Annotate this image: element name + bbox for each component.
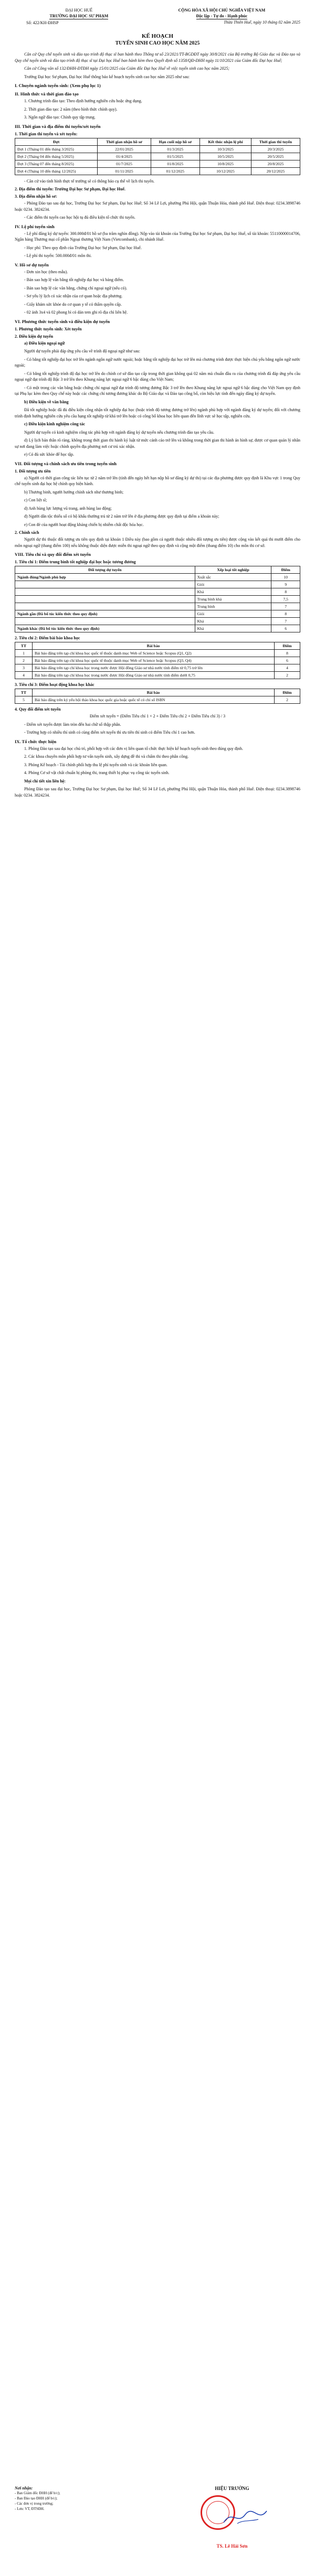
section-item: Người dự thi thuộc đối tượng ưu tiên quy định tại khoản 1 Điều này (bao gồm cả người thuộc nhiều đối tượng ưu tiên) được cộng vào kết quả thi mười điểm cho môn ngoại ngữ (thang điểm 100) nếu không thuộc diện được miễn thi ngoại ngữ theo quy định và cộng một điểm (thang điểm 10) cho môn thi cơ sở. [15, 537, 300, 548]
table-header: Xếp loại tốt nghiệp [195, 566, 271, 574]
country-name: CỘNG HÒA XÃ HỘI CHỦ NGHĨA VIỆT NAM [178, 8, 266, 13]
article-score-table [15, 642, 300, 679]
subsection-heading: 1. Đối tượng ưu tiên [15, 468, 51, 474]
table-row [15, 574, 300, 581]
table-cell: 9 [271, 581, 300, 588]
table-header: Bài báo [33, 642, 275, 650]
table-cell: 10/8/2025 [200, 160, 251, 167]
table-row [15, 588, 300, 596]
section-item: e) Có đủ sức khỏe để học tập. [24, 452, 74, 457]
intro-paragraph: Căn cứ Công văn số 132/ĐHH-ĐTĐH ngày 15/01/2025 của Giám đốc Đại học Huế về việc tuyển sinh cao học năm 2025; [24, 66, 230, 71]
table-cell: 01/8/2025 [151, 160, 200, 167]
subsection-heading: 2. Điều kiện dự tuyển [15, 334, 54, 339]
section-item: - 02 ảnh 3x4 và 02 phong bì có dán tem ghi rõ địa chỉ liên hệ. [24, 310, 128, 315]
table-cell: 20/5/2025 [251, 153, 300, 160]
table-row [15, 145, 300, 153]
section-note: - Căn cứ vào tình hình thực tế trường sẽ có thông báo cụ thể về lịch thi tuyển. [24, 178, 155, 184]
section-item: Người dự tuyển có kinh nghiệm công tác phù hợp với ngành đăng ký dự tuyển nếu chương trình đào tạo yêu cầu. [24, 430, 214, 435]
table-cell: Ngành đúng/Ngành phù hợp [15, 574, 195, 581]
table-cell: 20/12/2025 [251, 167, 300, 175]
section-item: d) Lý lịch bản thân rõ ràng, không trong thời gian thi hành kỷ luật từ mức cảnh cáo trở lên và không trong thời gian thi hành án hình sự, được cơ quan quản lý nhân sự nơi đang làm việc hoặc chính quyền địa phương nơi cư trú xác nhận. [15, 438, 300, 449]
contact-heading: Mọi chi tiết xin liên hệ: [24, 778, 66, 783]
table-header: Thời gian thi tuyển [251, 138, 300, 145]
subsection-heading: 3. Địa điểm nhận hồ sơ: [15, 194, 57, 199]
subsection-heading: 1. Phương thức tuyển sinh: Xét tuyển [15, 326, 82, 331]
table-header: Điểm [275, 642, 300, 650]
signer-block [180, 2486, 285, 2570]
table-cell: 01/12/2025 [151, 167, 200, 175]
table-header: Đối tượng dự tuyển [15, 566, 195, 574]
section-item: - Phòng Đào tạo sau đại học, Trường Đại học Sư phạm, Đại học Huế; Số 34 Lê Lợi, phường Phú Hội, quận Thuận Hóa, thành phố Huế. Điện thoại: 0234.3898746 hoặc 0234. 3824234. [15, 201, 300, 212]
table-cell: Trung bình khá [195, 596, 271, 603]
recipient-item: - Ban Giám đốc ĐHH (để b/c); [15, 2491, 60, 2495]
table-cell: 01/4/2025 [98, 153, 151, 160]
table-cell: 10/5/2025 [200, 153, 251, 160]
table-cell: Bài báo đăng trên tạp chí khoa học trong nước được Hội đồng Giáo sư nhà nước tính điểm dưới 0,75 [33, 672, 275, 679]
intro-paragraph: Trường Đại học Sư phạm, Đại học Huế thông báo kế hoạch tuyển sinh cao học năm 2025 như sau: [24, 74, 190, 79]
table-cell: 1 [15, 650, 33, 657]
table-cell: Trung bình [195, 603, 271, 610]
table-cell: 10/3/2025 [200, 145, 251, 153]
table-header: TT [15, 689, 33, 696]
table-cell: Đợt 4 (Tháng 10 đến tháng 12/2025) [15, 167, 98, 175]
document-title: KẾ HOẠCH [141, 33, 174, 39]
table-cell: Khá [195, 625, 271, 632]
table-cell: 5 [15, 696, 33, 704]
section-heading: VI. Phương thức tuyển sinh và điều kiện dự tuyển [15, 318, 110, 324]
section-item: 3. Phòng Kế hoạch - Tài chính phối hợp thu lệ phí tuyển sinh và các khoản liên quan. [24, 762, 167, 767]
table-row [15, 664, 300, 672]
table-cell: 7 [271, 603, 300, 610]
table-cell: 20/3/2025 [251, 145, 300, 153]
intro [15, 51, 300, 80]
section-heading: V. Hồ sơ dự tuyển [15, 262, 49, 267]
graduation-score-table [15, 566, 300, 632]
table-cell: 4 [275, 664, 300, 672]
motto: Độc lập - Tự do - Hạnh phúc [196, 14, 248, 18]
subsection-heading: 2. Địa điểm thi tuyển: Trường Đại học Sư phạm, Đại học Huế. [15, 187, 125, 191]
table-cell: 2 [275, 672, 300, 679]
table-row [15, 167, 300, 175]
section-item: Đã tốt nghiệp hoặc đã đủ điều kiện công nhận tốt nghiệp đại học (hoặc trình độ tương đương trở lên) ngành phù hợp với ngành đăng ký dự tuyển; đối với chương trình định hướng nghiên cứu yêu cầu hạng tốt nghiệp từ khá trở lên hoặc có công bố khoa học liên quan đến lĩnh vực sẽ học tập, nghiên cứu. [15, 407, 300, 418]
table-cell: 8 [271, 610, 300, 618]
table-cell: Đợt 3 (Tháng 07 đến tháng 8/2025) [15, 160, 98, 167]
table-header: Đợt [15, 138, 98, 145]
table-cell: Ngành gần (Đã bổ túc kiến thức theo quy định) [15, 610, 195, 618]
table-cell: 20/8/2025 [251, 160, 300, 167]
table-cell: 01/11/2025 [98, 167, 151, 175]
ministry-name: ĐẠI HỌC HUẾ [65, 8, 93, 13]
table-cell: Bài báo đăng trên tạp chí khoa học trong nước được Hội đồng Giáo sư nhà nước tính điểm từ 0,75 trở lên [33, 664, 275, 672]
table-cell [15, 603, 195, 610]
table-cell: 3 [15, 664, 33, 672]
table-cell: 6 [275, 657, 300, 664]
table-header: TT [15, 642, 33, 650]
recipients [15, 2486, 130, 2511]
section-item: - Bản sao hợp lệ văn bằng tốt nghiệp đại học và bảng điểm. [24, 277, 124, 282]
section-item: c) Điều kiện kinh nghiệm công tác [24, 422, 86, 426]
section-item: c) Con liệt sĩ; [24, 498, 47, 502]
table-cell: Xuất sắc [195, 574, 271, 581]
recipients-heading: Nơi nhận: [15, 2486, 33, 2491]
section-heading: VIII. Tiêu chí và quy đổi điểm xét tuyển [15, 552, 91, 557]
table-cell: 01/3/2025 [151, 145, 200, 153]
table-cell [15, 618, 195, 625]
table-cell: 2 [275, 696, 300, 704]
section-item: - Sơ yếu lý lịch có xác nhận của cơ quan hoặc địa phương. [24, 294, 123, 298]
table-cell: Bài báo đăng trên kỷ yếu hội thảo khoa học quốc gia hoặc quốc tế có chỉ số ISBN [33, 696, 275, 704]
section-heading: II. Hình thức và thời gian đào tạo [15, 91, 79, 96]
subsection-heading: 4. Quy đổi điểm xét tuyển [15, 707, 61, 712]
table-cell: Giỏi [195, 610, 271, 618]
section-item: - Lệ phí đăng ký dự tuyển: 300.000đ/01 hồ sơ (ba trăm nghìn đồng). Nộp vào tài khoản của Trường Đại học Sư phạm, Đại học Huế, số tài khoản: 55110000014706, Ngân hàng Thương mại cổ phần Ngoại thương Việt Nam (Vietcombank), chi nhánh Huế. [15, 231, 300, 242]
intro-paragraph: Căn cứ Quy chế tuyển sinh và đào tạo trình độ thạc sĩ ban hành theo Thông tư số 23/2021/TT-BGDĐT ngày 30/8/2021 của Bộ trưởng Bộ Giáo dục và Đào tạo và Quy chế tuyển sinh và đào tạo trình độ thạc sĩ tại Đại học Huế ban hành kèm theo Quyết định số 1358/QĐ-ĐHH ngày 11/10/2021 của Giám đốc Đại học Huế; [15, 52, 300, 63]
section-item: e) Con đẻ của người hoạt động kháng chiến bị nhiễm chất độc hóa học. [24, 522, 144, 527]
table-header: Điểm [271, 566, 300, 574]
table-cell: 2 [15, 657, 33, 664]
table-cell: Khá [195, 588, 271, 596]
table-cell: Giỏi [195, 581, 271, 588]
section-heading: IX. Tổ chức thực hiện [15, 738, 57, 744]
table-cell: 10 [271, 574, 300, 581]
table-cell: 8 [275, 650, 300, 657]
section-heading: IV. Lệ phí tuyển sinh [15, 223, 55, 229]
table-cell: 01/5/2025 [151, 153, 200, 160]
subsection-heading: 1. Tiêu chí 1: Điểm trung bình tốt nghiệp đại học hoặc tương đương [15, 560, 136, 564]
signature-block [15, 2486, 300, 2570]
section-item: b) Thương binh, người hưởng chính sách như thương binh; [24, 489, 124, 495]
signature-icon [222, 2507, 269, 2528]
table-cell: 7 [271, 618, 300, 625]
section-item: - Có bằng tốt nghiệp trình độ đại học trở lên do chính cơ sở đào tạo cấp trong thời gian không quá 02 năm mà chuẩn đầu ra của chương trình đã đáp ứng yêu cầu ngoại ngữ đạt trình độ Bậc 3 trở lên theo Khung năng lực ngoại ngữ 6 bậc dùng cho Việt Nam; [15, 371, 300, 382]
issuer-block [15, 7, 143, 19]
table-row [15, 153, 300, 160]
section-item: 4. Phòng Cơ sở vật chất chuẩn bị phòng thi, trang thiết bị phục vụ công tác tuyển sinh. [24, 770, 170, 775]
table-header: Bài báo [33, 689, 275, 696]
table-header: Kết thúc nhận lệ phí [200, 138, 251, 145]
table-row [15, 610, 300, 618]
recipient-item: - Lưu: VT, ĐTSĐH. [15, 2507, 45, 2511]
section-item: 2. Thời gian đào tạo: 2 năm (theo hình thức chính quy). [24, 106, 118, 112]
table-cell: 4 [15, 672, 33, 679]
section-item: d) Anh hùng lực lượng vũ trang, anh hùng lao động; [24, 506, 112, 511]
section-item: - Giấy khám sức khỏe do cơ quan y tế có thẩm quyền cấp. [24, 302, 122, 307]
section-item: 2. Các khoa chuyên môn phối hợp tư vấn tuyển sinh, xây dựng đề thi và chấm thi theo phân công. [24, 754, 189, 759]
table-cell: 10/12/2025 [200, 167, 251, 175]
table-row [15, 603, 300, 610]
section-item: 1. Chương trình đào tạo: Theo định hướng nghiên cứu hoặc ứng dụng. [24, 99, 142, 103]
table-row [15, 672, 300, 679]
table-cell: 22/01/2025 [98, 145, 151, 153]
section-heading: VII. Đối tượng và chính sách ưu tiên trong tuyển sinh [15, 460, 117, 466]
table-row [15, 160, 300, 167]
national-block [143, 7, 300, 19]
table-row [15, 657, 300, 664]
section-note: - Trường hợp có nhiều thí sinh có cùng điểm xét tuyển thì ưu tiên thí sinh có điểm Tiêu chí 1 cao hơn. [24, 730, 195, 735]
section-item: - Học phí: Theo quy định của Trường Đại học Sư phạm, Đại học Huế. [24, 245, 142, 250]
document-header [15, 7, 300, 19]
table-header: Điểm [275, 689, 300, 696]
subsection-heading: 2. Chính sách [15, 530, 39, 535]
table-header: Thời gian nhận hồ sơ [98, 138, 151, 145]
document-number: Số: 422/KH-ĐHSP [26, 20, 59, 25]
section-item: - Bản sao hợp lệ các văn bằng, chứng chỉ ngoại ngữ (nếu có). [24, 285, 128, 291]
score-formula: Điểm xét tuyển = (Điểm Tiêu chí 1 × 2 + Điểm Tiêu chí 2 + Điểm Tiêu chí 3) / 3 [89, 714, 226, 718]
place-date: Thừa Thiên Huế, ngày 10 tháng 02 năm 2025 [224, 20, 300, 25]
section-item: - Lệ phí thi tuyển: 500.000đ/01 môn thi. [24, 253, 92, 258]
table-cell: 6 [271, 625, 300, 632]
table-header: Hạn cuối nộp hồ sơ [151, 138, 200, 145]
table-cell: Đợt 2 (Tháng 04 đến tháng 5/2025) [15, 153, 98, 160]
signer-name: TS. Lê Hải Sơn [216, 2543, 248, 2549]
section-heading: III. Thời gian và địa điểm thi tuyển/xét tuyển [15, 123, 101, 129]
section-item: 1. Phòng Đào tạo sau đại học chủ trì, phối hợp với các đơn vị liên quan tổ chức thực hiện kế hoạch tuyển sinh theo đúng quy định. [24, 746, 244, 751]
section-note: - Các điểm thi tuyển cao học hội tụ đủ điều kiện tổ chức thi tuyển. [24, 215, 135, 220]
table-cell: Đợt 1 (Tháng 01 đến tháng 3/2025) [15, 145, 98, 153]
table-row [15, 596, 300, 603]
section-note: - Điểm xét tuyển được làm tròn đến hai chữ số thập phân. [24, 722, 121, 727]
section-item: 3. Ngôn ngữ đào tạo: Chính quy tập trung. [24, 115, 96, 120]
table-cell [15, 596, 195, 603]
recipient-item: - Ban Đào tạo ĐHH (để b/c); [15, 2496, 58, 2500]
table-cell [15, 588, 195, 596]
section-item: - Có một trong các văn bằng hoặc chứng chỉ ngoại ngữ đạt trình độ tương đương Bậc 3 trở lên theo Khung năng lực ngoại ngữ 6 bậc dùng cho Việt Nam quy định tại Phụ lục kèm theo Quy chế này hoặc các chứng chỉ tương đương khác do Bộ Giáo dục và Đào tạo công bố, còn hiệu lực tính đến ngày đăng ký dự tuyển. [15, 385, 300, 396]
table-row [15, 625, 300, 632]
table-cell: Khá [195, 618, 271, 625]
other-activity-table [15, 689, 300, 704]
document-subtitle: TUYỂN SINH CAO HỌC NĂM 2025 [115, 40, 200, 46]
subsection-heading: 1. Thời gian thi tuyển và xét tuyển: [15, 131, 78, 136]
table-row [15, 696, 300, 704]
subsection-heading: 2. Tiêu chí 2: Điểm bài báo khoa học [15, 636, 80, 640]
section-item: - Đơn xin học (theo mẫu). [24, 269, 68, 274]
table-cell: Ngành khác (Đã bổ túc kiến thức theo quy định) [15, 625, 195, 632]
table-cell [15, 581, 195, 588]
subsection-heading: 3. Tiêu chí 3: Điểm hoạt động khoa học khác [15, 682, 94, 687]
section-item: b) Điều kiện về văn bằng [24, 399, 69, 404]
table-cell: Bài báo đăng trên tạp chí khoa học quốc tế thuộc danh mục Web of Science hoặc Scopus (Q1, Q2) [33, 650, 275, 657]
table-cell: 7,5 [271, 596, 300, 603]
contact-info: Phòng Đào tạo sau đại học, Trường Đại học Sư phạm, Đại học Huế; Số 34 Lê Lợi, phường Phú Hội, quận Thuận Hóa, thành phố Huế. Điện thoại: 0234.3898746 hoặc 0234. 3824234. [15, 787, 300, 798]
table-cell: Bài báo đăng trên tạp chí khoa học quốc tế thuộc danh mục Web of Science hoặc Scopus (Q3, Q4) [33, 657, 275, 664]
schedule-table [15, 138, 300, 175]
table-cell: 01/7/2025 [98, 160, 151, 167]
signer-role: HIỆU TRƯỞNG [215, 2486, 249, 2491]
section-heading: I. Chuyên ngành tuyển sinh: (Xem phụ lục 1) [15, 83, 101, 88]
section-item: đ) Người dân tộc thiểu số có hộ khẩu thường trú từ 2 năm trở lên ở địa phương được quy định tại điểm a khoản này; [24, 514, 219, 519]
section-item: a) Người có thời gian công tác liên tục từ 2 năm trở lên (tính đến ngày hết hạn nộp hồ sơ đăng ký dự thi) tại các địa phương được quy định là Khu vực 1 trong Quy chế tuyển sinh đại học hệ chính quy hiện hành. [15, 475, 300, 486]
school-name: TRƯỜNG ĐẠI HỌC SƯ PHẠM [49, 14, 109, 18]
table-cell: 8 [271, 588, 300, 596]
section-item: Người dự tuyển phải đáp ứng yêu cầu về trình độ ngoại ngữ như sau: [24, 349, 140, 353]
table-row [15, 581, 300, 588]
table-row [15, 650, 300, 657]
recipient-item: - Các đơn vị trong trường; [15, 2502, 54, 2506]
section-item: a) Điều kiện ngoại ngữ [24, 340, 65, 346]
table-row [15, 618, 300, 625]
section-item: - Có bằng tốt nghiệp đại học trở lên ngành ngôn ngữ nước ngoài; hoặc bằng tốt nghiệp đại học trở lên mà chương trình được thực hiện chủ yếu bằng ngôn ngữ nước ngoài; [15, 357, 300, 368]
